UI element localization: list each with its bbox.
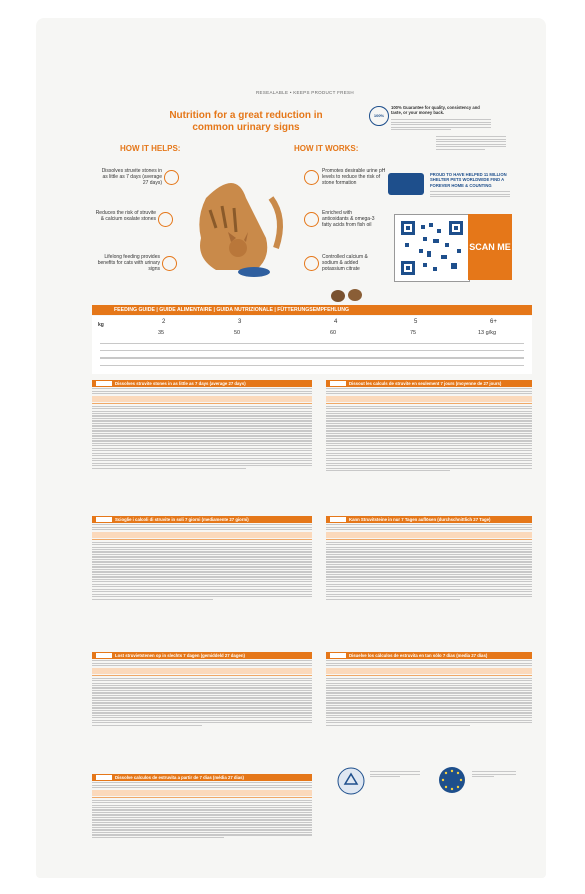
fish-oil-icon bbox=[304, 212, 319, 227]
section-en bbox=[92, 380, 312, 470]
section-it bbox=[92, 516, 312, 601]
section-es-bar bbox=[326, 652, 532, 659]
guarantee-badge: 100% bbox=[369, 106, 389, 126]
feeding-table bbox=[92, 316, 532, 374]
weight-1: 2 bbox=[162, 319, 166, 325]
section-es-title: Disuelve los cálculos de estruvita en tan sólo 7 días (media 27 días) bbox=[349, 653, 488, 658]
how-it-helps-title: HOW IT HELPS: bbox=[120, 144, 181, 153]
helps-bullet-1: Dissolves struvite stones in as little as 7 days (average 27 days) bbox=[101, 168, 162, 186]
section-nl bbox=[92, 652, 312, 727]
shelter-fineprint bbox=[430, 190, 510, 199]
feeding-guide-bar bbox=[92, 305, 532, 315]
section-de-bar bbox=[326, 516, 532, 523]
headline-line-1: Nutrition for a great reduction in bbox=[169, 110, 323, 121]
section-it-title: Scioglie i calcoli di struvite in soli 7 giorni (mediamente 27 giorni) bbox=[115, 517, 249, 522]
resealable-label: RESEALABLE • KEEPS PRODUCT FRESH bbox=[256, 90, 354, 95]
helps-bullet-3: Lifelong feeding provides benefits for cats with urinary signs bbox=[97, 254, 160, 272]
section-nl-title: Lost struvietstenen op in slechts 7 dagen (gemiddeld 27 dagen) bbox=[115, 653, 245, 658]
section-nl-bar bbox=[92, 652, 312, 659]
section-pt-title: Dissolve calculos de estruvita a partir de 7 dias (média 27 dias) bbox=[115, 775, 244, 780]
section-fr bbox=[326, 380, 532, 473]
hills-shelter-logo bbox=[388, 173, 424, 195]
grams-2: 50 bbox=[234, 330, 241, 336]
scan-me-label: SCAN ME bbox=[469, 242, 511, 252]
scan-me-button[interactable] bbox=[468, 214, 512, 280]
eu-text bbox=[472, 770, 516, 779]
cat-eating-illustration bbox=[176, 158, 296, 288]
how-it-works-title: HOW IT WORKS: bbox=[294, 144, 359, 153]
section-it-bar bbox=[92, 516, 312, 523]
section-fr-bar bbox=[326, 380, 532, 387]
pet-food-bag-back bbox=[36, 18, 546, 878]
section-en-bar bbox=[92, 380, 312, 387]
headline bbox=[156, 110, 336, 133]
guarantee-text: 100% Guarantee for quality, consistency and taste, or your money back. bbox=[391, 105, 480, 116]
grams-1: 35 bbox=[158, 330, 165, 336]
mineral-icon bbox=[304, 256, 319, 271]
qr-code[interactable] bbox=[394, 214, 470, 282]
recycle-icon bbox=[336, 766, 366, 796]
kibble-icon bbox=[328, 286, 368, 306]
section-de bbox=[326, 516, 532, 601]
works-bullet-3: Controlled calcium & sodium & added potassium citrate bbox=[322, 254, 368, 272]
heart-icon bbox=[162, 256, 177, 271]
works-bullet-2: Enriched with antioxidants & omega-3 fatty acids from fish oil bbox=[322, 210, 375, 228]
weight-4: 5 bbox=[414, 319, 418, 325]
section-es bbox=[326, 652, 532, 727]
section-de-title: Kann Struvitsteine in nur 7 Tagen auflösen (durchschnittlich 27 Tage) bbox=[349, 517, 491, 522]
helps-bullet-2: Reduces the risk of struvite & calcium oxalate stones bbox=[95, 210, 156, 222]
section-pt-bar bbox=[92, 774, 312, 781]
recycle-text bbox=[370, 770, 420, 779]
section-pt bbox=[92, 774, 312, 839]
weight-5: 6+ bbox=[490, 319, 497, 325]
eu-flag-icon bbox=[438, 766, 466, 794]
section-fr-title: Dissout les calculs de struvite en seulement 7 jours (moyenne de 27 jours) bbox=[349, 381, 502, 386]
feeding-guide-title: FEEDING GUIDE | GUIDE ALIMENTAIRE | GUIDA NUTRIZIONALE | FÜTTERUNGSEMPFEHLUNG bbox=[114, 307, 350, 313]
kg-label: kg bbox=[98, 322, 104, 328]
grams-5: 13 g/kg bbox=[478, 330, 497, 336]
ph-icon bbox=[304, 170, 319, 185]
weight-2: 3 bbox=[238, 319, 242, 325]
headline-line-2: common urinary signs bbox=[192, 121, 300, 133]
feeding-icon-rows bbox=[92, 339, 532, 374]
section-en-title: Dissolves struvite stones in as little as 7 days (average 27 days) bbox=[115, 381, 246, 386]
grams-3: 60 bbox=[330, 330, 337, 336]
shield-icon bbox=[158, 212, 173, 227]
legal-fineprint bbox=[436, 135, 506, 151]
shelter-title: PROUD TO HAVE HELPED 11 MILLION SHELTER PETS WORLDWIDE FIND A FOREVER HOME & COUNTING bbox=[430, 172, 507, 188]
grams-4: 75 bbox=[410, 330, 417, 336]
guarantee-fineprint bbox=[391, 118, 491, 132]
works-bullet-1: Promotes desirable urine pH levels to reduce the risk of stone formation bbox=[322, 168, 386, 186]
weight-3: 4 bbox=[334, 319, 338, 325]
